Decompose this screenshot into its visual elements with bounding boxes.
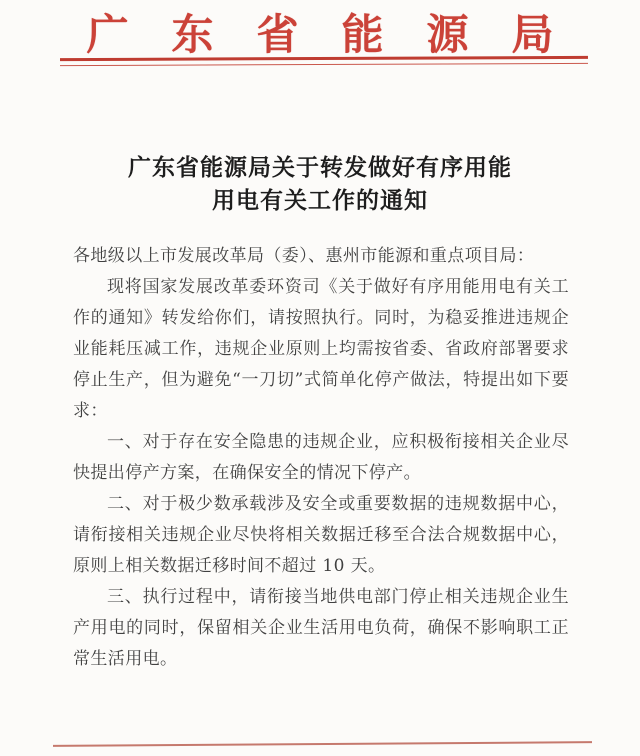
paragraph-item-3: 三、执行过程中，请衔接当地供电部门停止相关违规企业生产用电的同时，保留相关企业生活用电负荷，确保不影响职工正常生活用电。: [73, 587, 569, 669]
notice-body: [73, 241, 569, 675]
notice-title-line-1: 广东省能源局关于转发做好有序用能: [128, 154, 512, 181]
paragraph-intro: 现将国家发展改革委环资司《关于做好有序用能用电有关工作的通知》转发给你们，请按照执行。同时，为稳妥推进违规企业能耗压减工作，违规企业原则上均需按省委、省政府部署要求停止生产，但为避免“一刀切”式简单化停产做法，特提出如下要求：: [73, 277, 569, 421]
footer-rule: [53, 741, 592, 747]
agency-name-text: 广东省能源局: [86, 10, 597, 59]
paragraph-item-2: 二、对于极少数承载涉及安全或重要数据的违规数据中心，请衔接相关违规企业尽快将相关数据迁移至合法合规数据中心，原则上相关数据迁移时间不超过 10 天。: [73, 494, 569, 576]
notice-title: [0, 151, 640, 217]
notice-title-line-2: 用电有关工作的通知: [212, 187, 428, 214]
paragraph-item-1: 一、对于存在安全隐患的违规企业，应积极衔接相关企业尽快提出停产方案，在确保安全的情况下停产。: [73, 432, 569, 483]
agency-name: [0, 2, 640, 62]
salutation: 各地级以上市发展改革局（委）、惠州市能源和重点项目局：: [73, 246, 535, 266]
letterhead-double-rule: [60, 56, 588, 66]
